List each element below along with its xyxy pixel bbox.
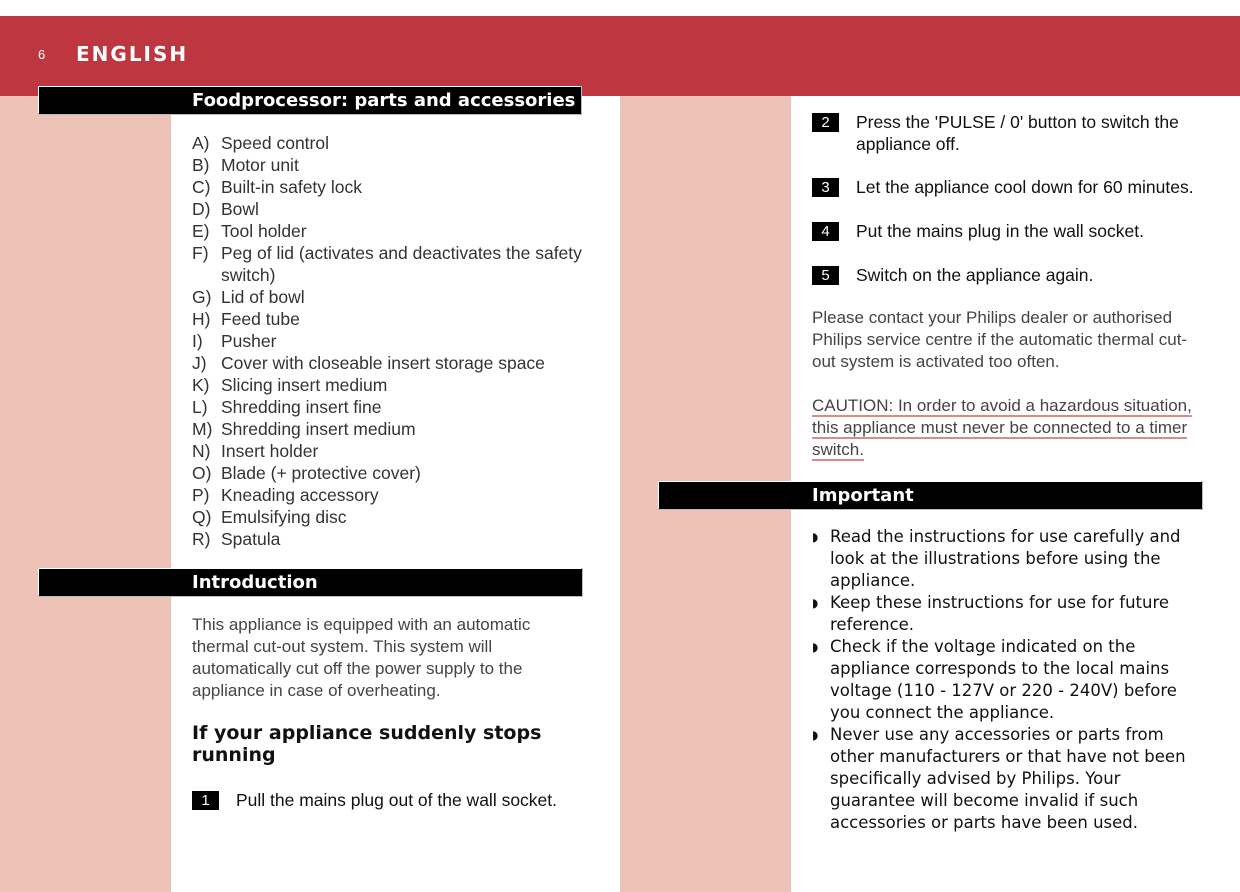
parts-list bbox=[192, 132, 582, 550]
part-text: Feed tube bbox=[221, 309, 300, 329]
step-4 bbox=[812, 220, 1204, 242]
part-letter: H) bbox=[192, 309, 211, 329]
step-number: 1 bbox=[192, 791, 219, 810]
left-margin-panel bbox=[0, 96, 171, 892]
caution-paragraph bbox=[812, 395, 1204, 461]
part-text: Lid of bowl bbox=[221, 287, 305, 307]
part-letter: L) bbox=[192, 397, 208, 417]
part-item bbox=[192, 374, 582, 396]
step-text: Put the mains plug in the wall socket. bbox=[856, 221, 1144, 241]
part-item bbox=[192, 506, 582, 528]
step-number: 4 bbox=[812, 222, 839, 241]
part-letter: R) bbox=[192, 529, 211, 549]
important-text: Read the instructions for use carefully and look at the illustrations before using the appliance. bbox=[830, 527, 1181, 590]
sub-heading: If your appliance suddenly stops running bbox=[192, 722, 542, 766]
parts-section-title: Foodprocessor: parts and accessories bbox=[192, 90, 576, 111]
bullet-icon: ◗ bbox=[812, 640, 819, 654]
part-item bbox=[192, 352, 582, 374]
part-text: Insert holder bbox=[221, 441, 319, 461]
step-5 bbox=[812, 264, 1204, 286]
important-item bbox=[812, 636, 1202, 724]
part-item bbox=[192, 242, 582, 286]
part-letter: Q) bbox=[192, 507, 212, 527]
part-letter: C) bbox=[192, 177, 211, 197]
language-heading: ENGLISH bbox=[76, 42, 189, 66]
part-letter: P) bbox=[192, 485, 210, 505]
part-text: Cover with closeable insert storage space bbox=[221, 353, 545, 373]
part-text: Emulsifying disc bbox=[221, 507, 347, 527]
part-item bbox=[192, 484, 582, 506]
step-text: Switch on the appliance again. bbox=[856, 265, 1094, 285]
part-item bbox=[192, 308, 582, 330]
bullet-icon: ◗ bbox=[812, 596, 819, 610]
part-text: Bowl bbox=[221, 199, 259, 219]
important-section-bar bbox=[659, 482, 1202, 509]
part-letter: B) bbox=[192, 155, 210, 175]
step-2 bbox=[812, 111, 1204, 155]
part-item bbox=[192, 440, 582, 462]
part-letter: N) bbox=[192, 441, 211, 461]
part-letter: G) bbox=[192, 287, 212, 307]
part-text: Shredding insert medium bbox=[221, 419, 416, 439]
contact-paragraph: Please contact your Philips dealer or authorised Philips service centre if the automatic thermal cut-out system is activated too often. bbox=[812, 308, 1188, 371]
part-text: Blade (+ protective cover) bbox=[221, 463, 421, 483]
part-text: Tool holder bbox=[221, 221, 307, 241]
important-text: Keep these instructions for use for future reference. bbox=[830, 593, 1170, 634]
part-item bbox=[192, 220, 582, 242]
part-item bbox=[192, 176, 582, 198]
part-text: Speed control bbox=[221, 133, 329, 153]
part-item bbox=[192, 528, 582, 550]
part-letter: O) bbox=[192, 463, 212, 483]
part-letter: D) bbox=[192, 199, 211, 219]
important-text: Never use any accessories or parts from other manufacturers or that have not been specifically advised by Philips. Your guarantee will become invalid if such accessories or parts have been used. bbox=[830, 725, 1186, 832]
important-item bbox=[812, 592, 1202, 636]
step-1 bbox=[192, 789, 582, 811]
part-text: Spatula bbox=[221, 529, 281, 549]
part-item bbox=[192, 286, 582, 308]
part-text: Peg of lid (activates and deactivates the safety switch) bbox=[221, 243, 582, 285]
part-letter: F) bbox=[192, 243, 209, 263]
part-item bbox=[192, 154, 582, 176]
part-text: Slicing insert medium bbox=[221, 375, 388, 395]
important-item bbox=[812, 526, 1202, 592]
important-item bbox=[812, 724, 1202, 834]
part-text: Kneading accessory bbox=[221, 485, 379, 505]
part-text: Built-in safety lock bbox=[221, 177, 363, 197]
part-text: Motor unit bbox=[221, 155, 299, 175]
important-text: Check if the voltage indicated on the appliance corresponds to the local mains voltage (110 - 127V or 220 - 240V) before you connect the appliance. bbox=[830, 637, 1177, 722]
part-letter: A) bbox=[192, 133, 210, 153]
part-letter: K) bbox=[192, 375, 210, 395]
part-item bbox=[192, 462, 582, 484]
caution-text: CAUTION: In order to avoid a hazardous situation, this appliance must never be connected to a timer switch. bbox=[812, 396, 1192, 459]
step-text: Pull the mains plug out of the wall socket. bbox=[236, 790, 558, 810]
step-text: Press the 'PULSE / 0' button to switch the appliance off. bbox=[856, 112, 1179, 154]
intro-section-title: Introduction bbox=[192, 572, 318, 593]
part-item bbox=[192, 418, 582, 440]
step-number: 3 bbox=[812, 178, 839, 197]
important-section-title: Important bbox=[812, 485, 914, 506]
step-3 bbox=[812, 176, 1204, 198]
page-number: 6 bbox=[38, 47, 46, 62]
intro-section-bar bbox=[39, 569, 582, 596]
part-item bbox=[192, 198, 582, 220]
part-text: Shredding insert fine bbox=[221, 397, 382, 417]
part-item bbox=[192, 330, 582, 352]
part-text: Pusher bbox=[221, 331, 277, 351]
intro-paragraph: This appliance is equipped with an automatic thermal cut-out system. This system will automatically cut off the power supply to the appliance in case of overheating. bbox=[192, 615, 531, 700]
part-item bbox=[192, 132, 582, 154]
important-list bbox=[812, 526, 1202, 834]
part-letter: E) bbox=[192, 221, 210, 241]
part-letter: M) bbox=[192, 419, 213, 439]
step-number: 5 bbox=[812, 266, 839, 285]
part-letter: I) bbox=[192, 331, 203, 351]
bullet-icon: ◗ bbox=[812, 530, 819, 544]
part-letter: J) bbox=[192, 353, 207, 373]
bullet-icon: ◗ bbox=[812, 728, 819, 742]
step-number: 2 bbox=[812, 113, 839, 132]
step-text: Let the appliance cool down for 60 minutes. bbox=[856, 177, 1194, 197]
part-item bbox=[192, 396, 582, 418]
parts-section-bar bbox=[39, 87, 581, 114]
